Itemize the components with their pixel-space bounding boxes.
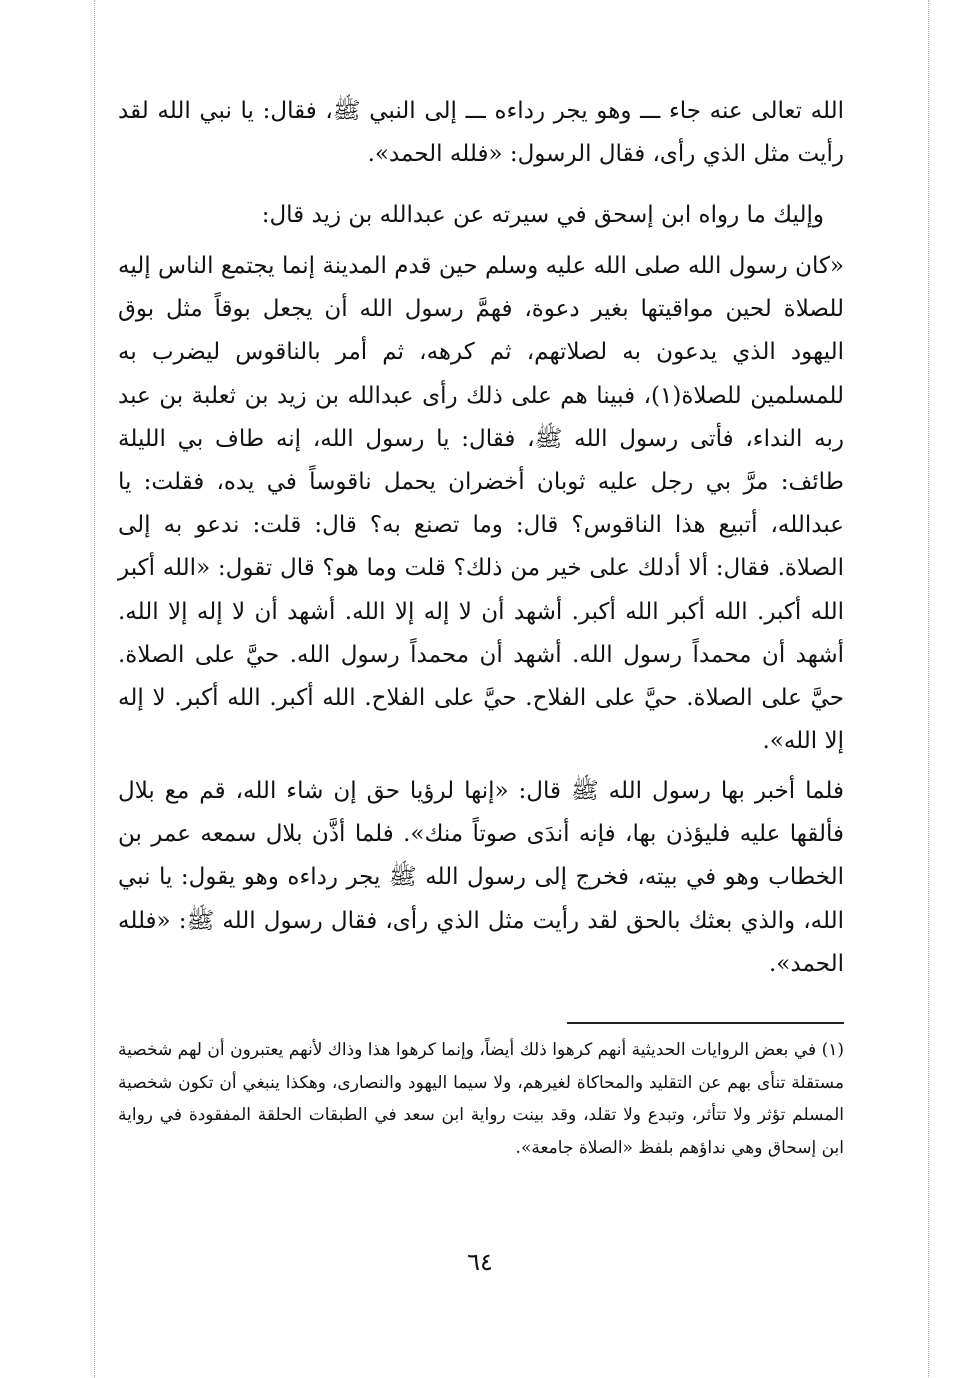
footnote-divider bbox=[567, 1022, 844, 1024]
margin-guide-left bbox=[94, 0, 95, 1378]
page-number: ٦٤ bbox=[467, 1248, 493, 1276]
paragraph-conclusion: فلما أخبر بها رسول الله ﷺ قال: «إنها لرؤيا حق إن شاء الله، قم مع بلال فألقها عليه فليؤذن بها، فإنه أندَى صوتاً منك». فلما أذَّن بلال سمعه عمر بن الخطاب وهو في بيته، فخرج إلى رسول الله ﷺ يجر رداءه وهو يقول: يا نبي الله، والذي بعثك بالحق لقد رأيت مثل الذي رأى، فقال رسول الله ﷺ: «فلله الحمد». bbox=[118, 778, 844, 977]
footnote-marker: (١) bbox=[821, 1040, 844, 1060]
footnote-text: في بعض الروايات الحديثية أنهم كرهوا ذلك أيضاً، وإنما كرهوا هذا وذاك لأنهم يعتبرون أن لهم شخصية مستقلة تنأى بهم عن التقليد والمحاكاة لغيرهم، ولا سيما اليهود والنصارى، وهكذا ينبغي أن تكون شخصية المسلم تؤثر ولا تتأثر، وتبدع ولا تقلد، وقد بينت رواية ابن سعد في الطبقات الحلقة المفقودة في رواية ابن إسحاق وهي نداؤهم بلفظ «الصلاة جامعة». bbox=[118, 1040, 844, 1158]
paragraph-hadith: «كان رسول الله صلى الله عليه وسلم حين قدم المدينة إنما يجتمع الناس إليه للصلاة لحين مواقيتها بغير دعوة، فهمَّ رسول الله أن يجعل بوقاً مثل بوق اليهود الذي يدعون به لصلاتهم، ثم كرهه، ثم أمر بالناقوس ليضرب به للمسلمين للصلاة(١)، فبينا هم على ذلك رأى عبدالله بن زيد بن ثعلبة بن عبد ربه النداء، فأتى رسول الله ﷺ، فقال: يا رسول الله، إنه طاف بي الليلة طائف: مرَّ بي رجل عليه ثوبان أخضران يحمل ناقوساً في يده، فقلت: يا عبدالله، أتبيع هذا الناقوس؟ قال: وما تصنع به؟ قال: قلت: ندعو به إلى الصلاة. فقال: ألا أدلك على خير من ذلك؟ قلت وما هو؟ قال تقول: «الله أكبر الله أكبر. الله أكبر الله أكبر. أشهد أن لا إله إلا الله. أشهد أن لا إله إلا الله. أشهد أن محمداً رسول الله. أشهد أن محمداً رسول الله. حيَّ على الصلاة. حيَّ على الصلاة. حيَّ على الفلاح. حيَّ على الفلاح. الله أكبر. الله أكبر. لا إله إلا الله». bbox=[118, 253, 844, 755]
paragraph-continuation: الله تعالى عنه جاء ـــ وهو يجر رداءه ـــ إلى النبي ﷺ، فقال: يا نبي الله لقد رأيت مثل الذي رأى، فقال الرسول: «فلله الحمد». bbox=[118, 98, 844, 168]
footnote bbox=[118, 1034, 844, 1164]
paragraph-intro: وإليك ما رواه ابن إسحق في سيرته عن عبدالله بن زيد قال: bbox=[261, 202, 824, 228]
margin-guide-right bbox=[928, 0, 929, 1378]
